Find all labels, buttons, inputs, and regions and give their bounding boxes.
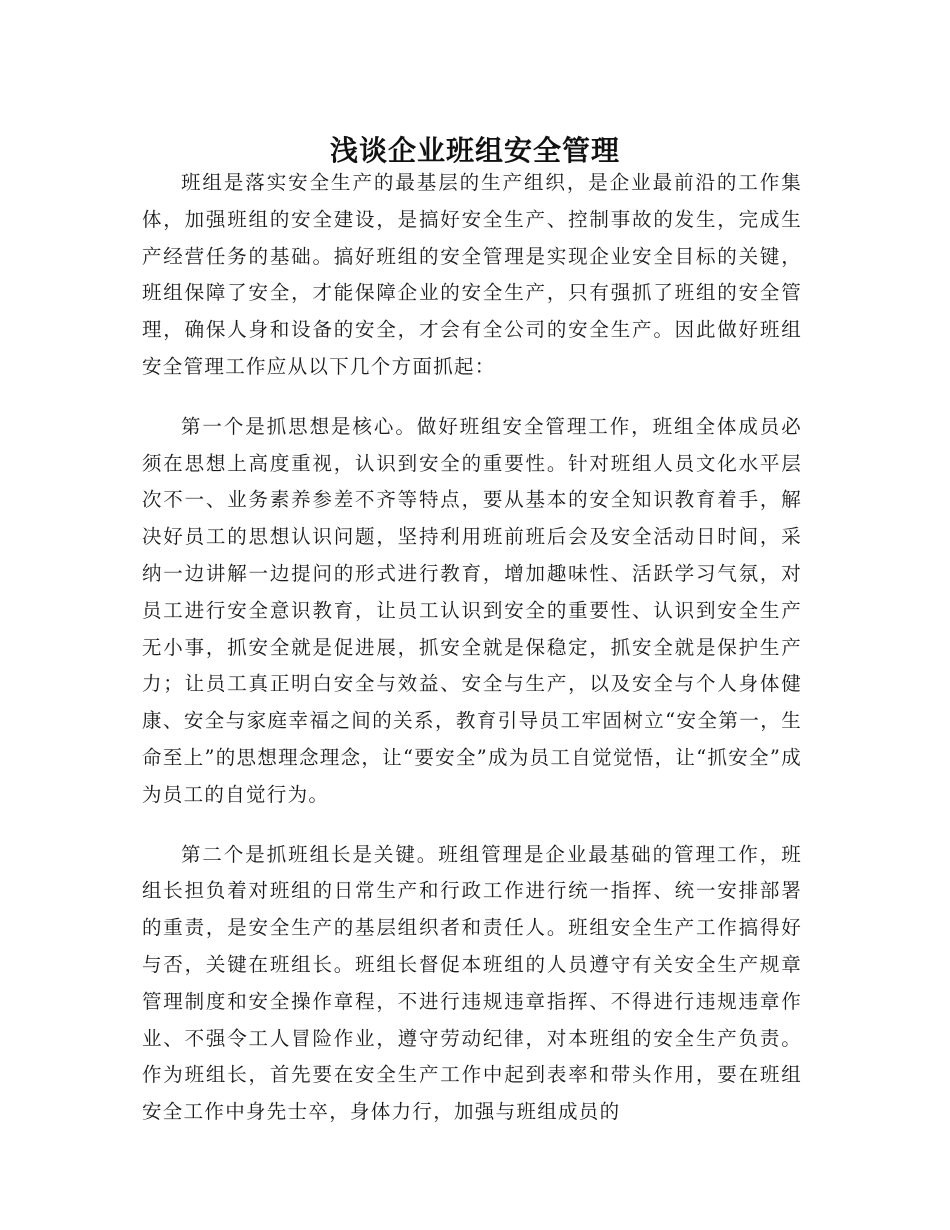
- paragraph-thought-core: 第一个是抓思想是核心。做好班组安全管理工作，班组全体成员必须在思想上高度重视，认识到安全的重要性。针对班组人员文化水平层次不一、业务素养参差不齐等特点，要从基本的安全知识教育着手，解决好员工的思想认识问题，坚持利用班前班后会及安全活动日时间，采纳一边讲解一边提问的形式进行教育，增加趣味性、活跃学习气氛，对员工进行安全意识教育，让员工认识到安全的重要性、认识到安全生产无小事，抓安全就是促进展，抓安全就是保稳定，抓安全就是保护生产力；让员工真正明白安全与效益、安全与生产，以及安全与个人身体健康、安全与家庭幸福之间的关系，教育引导员工牢固树立“安全第一，生命至上”的思想理念理念，让“要安全”成为员工自觉觉悟，让“抓安全”成为员工的自觉行为。: [142, 414, 802, 806]
- paragraph-team-leader-key: 第二个是抓班组长是关键。班组管理是企业最基础的管理工作，班组长担负着对班组的日常生产和行政工作进行统一指挥、统一安排部署的重责，是安全生产的基层组织者和责任人。班组安全生产工作搞得好与否，关键在班组长。班组长督促本班组的人员遵守有关安全生产规章管理制度和安全操作章程，不进行违规违章指挥、不得进行违规违章作业、不强令工人冒险作业，遵守劳动纪律，对本班组的安全生产负责。作为班组长，首先要在安全生产工作中起到表率和带头作用，要在班组安全工作中身先士卒，身体力行，加强与班组成员的: [142, 842, 802, 1124]
- paragraph-intro: 班组是落实安全生产的最基层的生产组织，是企业最前沿的工作集体，加强班组的安全建设，是搞好安全生产、控制事故的发生，完成生产经营任务的基础。搞好班组的安全管理是实现企业安全目标的关键，班组保障了安全，才能保障企业的安全生产，只有强抓了班组的安全管理，确保人身和设备的安全，才会有全公司的安全生产。因此做好班组安全管理工作应从以下几个方面抓起：: [142, 171, 802, 378]
- document-title: 浅谈企业班组安全管理: [329, 133, 620, 167]
- document-body: [142, 165, 802, 1131]
